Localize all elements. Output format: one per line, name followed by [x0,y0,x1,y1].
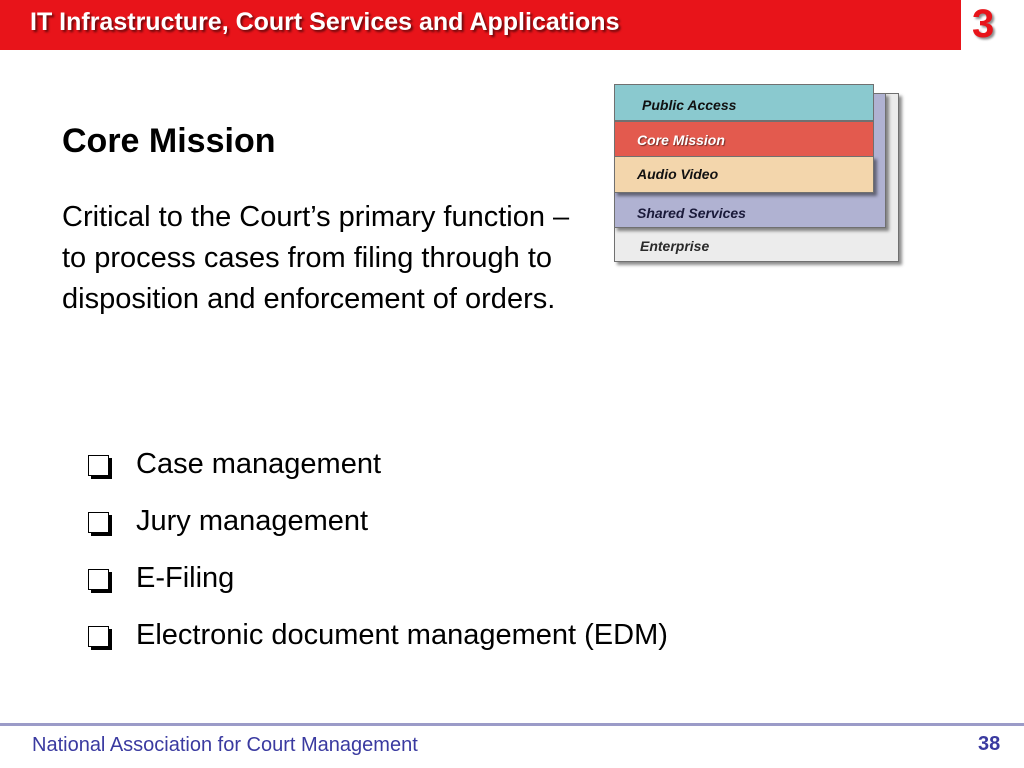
bullet-list [88,436,668,664]
list-item [88,550,668,607]
layer-public-access [614,84,874,121]
checkbox-icon [88,569,109,590]
slide-body-text: Critical to the Court’s primary function – to process cases from filing through to disposition and enforcement of orders. [62,201,570,315]
checkbox-icon [88,512,109,533]
list-item-label: E-Filing [136,562,235,594]
footer-organization: National Association for Court Management [32,734,418,756]
section-number: 3 [972,2,995,46]
checkbox-icon [88,626,109,647]
layer-label-audio-video: Audio Video [637,166,719,182]
list-item-label: Case management [136,448,382,480]
layer-label-enterprise: Enterprise [640,238,710,254]
list-item [88,493,668,550]
slide-heading: Core Mission [62,122,276,160]
list-item-label: Electronic document management (EDM) [136,619,668,651]
layer-label-public-access: Public Access [642,97,737,113]
list-item-label: Jury management [136,505,369,537]
layer-core-mission [614,121,874,157]
list-item [88,607,668,664]
slide-title: IT Infrastructure, Court Services and Applications [30,8,620,36]
checkbox-icon [88,455,109,476]
page-number: 38 [978,733,1001,755]
layer-label-core-mission: Core Mission [637,132,725,148]
layer-label-shared-services: Shared Services [637,205,746,221]
layer-diagram [614,84,904,266]
list-item [88,436,668,493]
header-bar [0,0,961,50]
footer-divider [0,723,1024,726]
layer-audio-video [614,156,874,193]
